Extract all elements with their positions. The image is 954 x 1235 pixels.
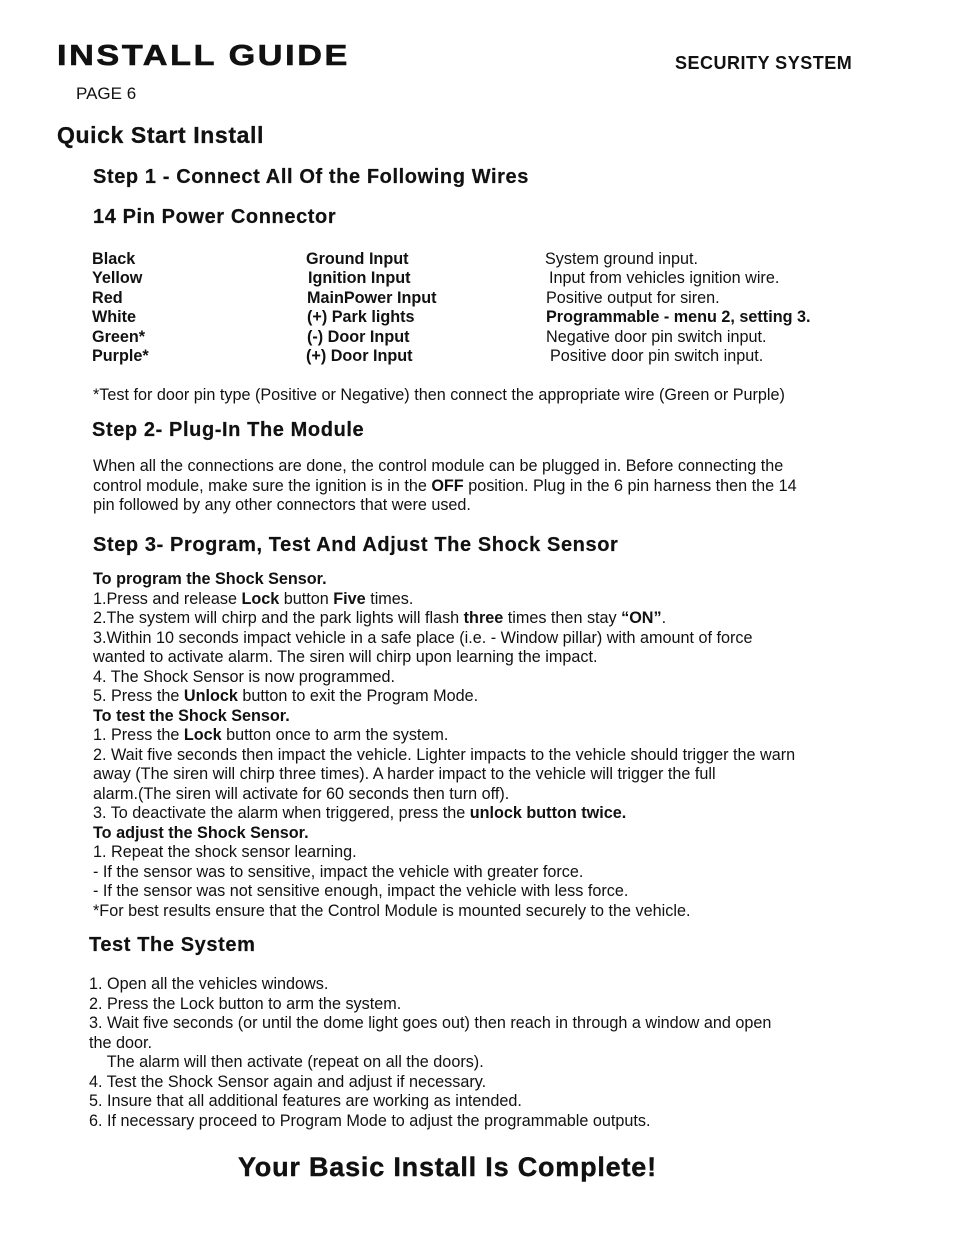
instruction-line: 2. Wait five seconds then impact the vehicle. Lighter impacts to the vehicle should trigger the warn [93, 745, 796, 764]
wire-function: (+) Park lights [307, 308, 415, 326]
wire-color: Green* [92, 328, 146, 346]
wire-function: Ground Input [306, 250, 409, 268]
step2-heading: Step 2- Plug-In The Module [92, 419, 365, 441]
wire-color: Yellow [92, 269, 143, 287]
door-pin-note: *Test for door pin type (Positive or Negative) then connect the appropriate wire (Green or Purple) [93, 386, 785, 404]
connector-heading: 14 Pin Power Connector [93, 206, 337, 228]
wire-description: Programmable - menu 2, setting 3. [546, 308, 811, 326]
wire-function: (+) Door Input [306, 347, 413, 365]
test-step: 2. Press the Lock button to arm the system. [89, 994, 402, 1013]
instruction-line: 5. Press the Unlock button to exit the Program Mode. [93, 687, 479, 705]
instruction-line: 3.Within 10 seconds impact vehicle in a safe place (i.e. - Window pillar) with amount of force [93, 628, 753, 647]
step2-line: When all the connections are done, the control module can be plugged in. Before connecting the [93, 457, 784, 475]
instruction-line: - If the sensor was not sensitive enough, impact the vehicle with less force. [93, 882, 629, 900]
instruction-line: 1. Repeat the shock sensor learning. [93, 843, 357, 861]
product-label: SECURITY SYSTEM [675, 53, 853, 73]
instruction-line: wanted to activate alarm. The siren will chirp upon learning the impact. [93, 648, 598, 666]
step1-heading: Step 1 - Connect All Of the Following Wires [93, 166, 530, 188]
test-system-heading: Test The System [89, 934, 256, 956]
instruction-line: - If the sensor was to sensitive, impact the vehicle with greater force. [93, 862, 584, 881]
page-number: PAGE 6 [76, 84, 137, 103]
wire-color: Red [92, 289, 123, 307]
step2-line: pin followed by any other connectors that were used. [93, 496, 471, 514]
instruction-line: 3. To deactivate the alarm when triggered, press the unlock button twice. [93, 804, 627, 822]
test-step: The alarm will then activate (repeat on all the doors). [89, 1053, 484, 1071]
step2-paragraph [93, 457, 903, 516]
test-step: 4. Test the Shock Sensor again and adjust if necessary. [89, 1072, 487, 1091]
step3-instructions [93, 570, 903, 921]
wire-description: Positive door pin switch input. [550, 347, 764, 365]
instruction-line: away (The siren will chirp three times). A harder impact to the vehicle will trigger the full [93, 765, 716, 783]
instruction-line: 4. The Shock Sensor is now programmed. [93, 667, 396, 686]
step2-line: control module, make sure the ignition is in the OFF position. Plug in the 6 pin harness then the 14 [93, 476, 797, 495]
instruction-line: *For best results ensure that the Control Module is mounted securely to the vehicle. [93, 901, 691, 920]
test-step: the door. [89, 1033, 153, 1052]
wire-description: Positive output for siren. [546, 289, 720, 307]
wire-function: Ignition Input [308, 269, 411, 287]
closing-banner: Your Basic Install Is Complete! [238, 1152, 657, 1182]
test-step: 1. Open all the vehicles windows. [89, 975, 329, 993]
test-step: 3. Wait five seconds (or until the dome light goes out) then reach in through a window and open [89, 1014, 772, 1032]
wire-color: Black [92, 250, 136, 268]
wire-function: (-) Door Input [307, 328, 410, 346]
step3-heading: Step 3- Program, Test And Adjust The Shock Sensor [93, 534, 619, 556]
instruction-line: 2.The system will chirp and the park lights will flash three times then stay “ON”. [93, 609, 667, 627]
section-title: Quick Start Install [57, 122, 264, 148]
instruction-line: 1.Press and release Lock button Five times. [93, 589, 414, 608]
instruction-line: alarm.(The siren will activate for 60 seconds then turn off). [93, 784, 510, 803]
wire-description: Negative door pin switch input. [546, 328, 767, 346]
instruction-line: 1. Press the Lock button once to arm the system. [93, 726, 449, 744]
test-subtitle: To test the Shock Sensor. [93, 706, 290, 725]
wire-color: White [92, 308, 137, 326]
wire-description: System ground input. [545, 250, 698, 268]
wire-description: Input from vehicles ignition wire. [549, 269, 780, 287]
test-step: 6. If necessary proceed to Program Mode to adjust the programmable outputs. [89, 1111, 651, 1130]
wire-color: Purple* [92, 347, 149, 365]
program-subtitle: To program the Shock Sensor. [93, 570, 327, 588]
test-system-steps [89, 975, 899, 1131]
test-step: 5. Insure that all additional features are working as intended. [89, 1092, 522, 1110]
wire-function: MainPower Input [307, 289, 437, 307]
page-title: INSTALL GUIDE [57, 40, 350, 72]
adjust-subtitle: To adjust the Shock Sensor. [93, 823, 309, 842]
